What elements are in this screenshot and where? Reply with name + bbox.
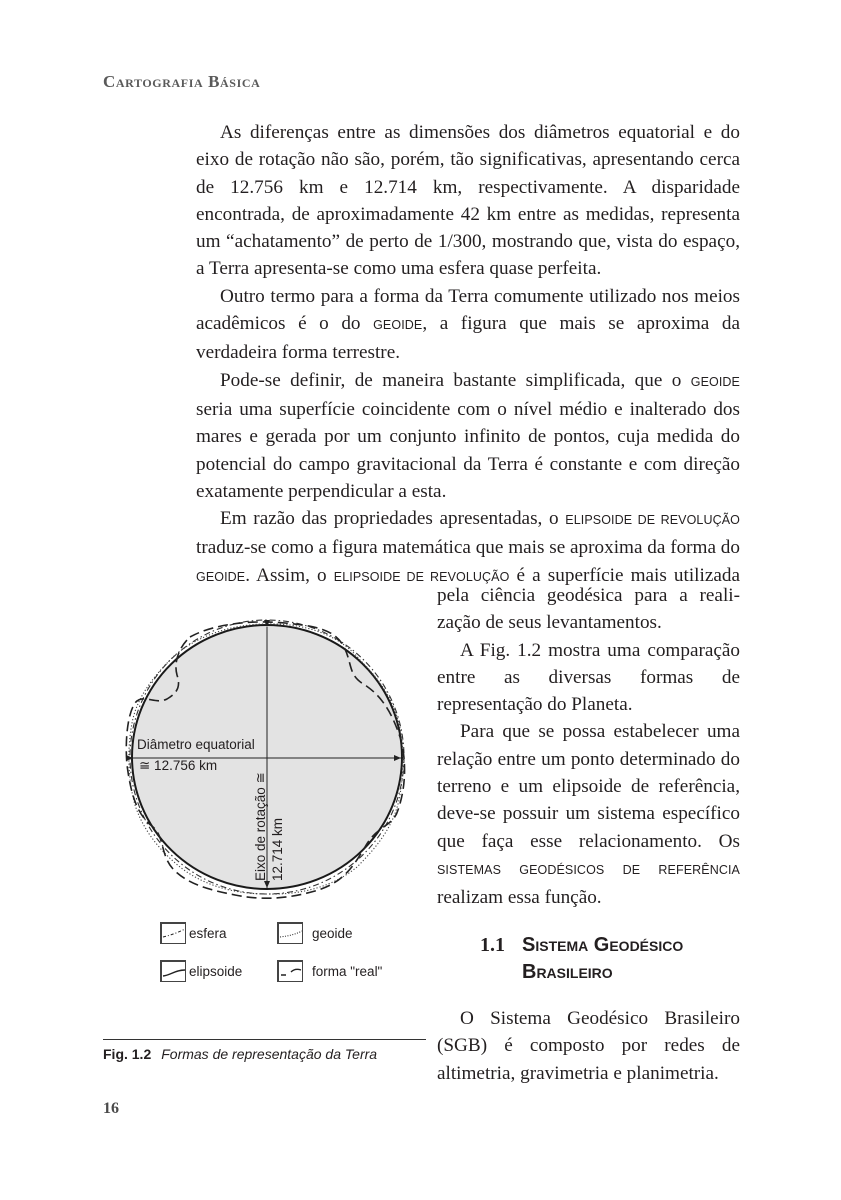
dash-dot-line-icon bbox=[160, 922, 186, 944]
text-run: . Assim, o bbox=[245, 564, 334, 586]
caption-label: Fig. 1.2 bbox=[103, 1046, 152, 1062]
legend-label: geoide bbox=[312, 925, 353, 941]
rotation-axis-value: 12.714 km bbox=[270, 817, 285, 881]
equatorial-label: Diâmetro equatorial bbox=[137, 737, 255, 752]
legend-item-forma-real bbox=[277, 960, 382, 982]
text-run: , a figura que mais se aproxima da verdadeira forma terrestre. bbox=[196, 313, 741, 364]
legend-item-geoide bbox=[277, 922, 353, 944]
dotted-line-icon bbox=[277, 922, 303, 944]
main-text-block bbox=[196, 119, 740, 591]
term-geoide: GEOIDE bbox=[373, 318, 423, 333]
section-text bbox=[437, 1005, 740, 1087]
term-geoide: GEOIDE bbox=[690, 374, 740, 389]
text-run: Outro termo para a forma da Terra comumente utilizado nos meios acadêmicos é o do bbox=[196, 285, 740, 335]
legend-item-elipsoide bbox=[160, 960, 242, 982]
running-head: Cartografia Básica bbox=[103, 72, 261, 91]
text-run: realizam essa função. bbox=[437, 887, 602, 909]
equatorial-value: ≅ 12.756 km bbox=[139, 758, 218, 773]
term-elipsoide: ELIPSOIDE DE REVOLUÇÃO bbox=[333, 569, 510, 584]
paragraph-continuation: pela ciência geodésica para a realização de seus levantamentos. bbox=[437, 585, 740, 634]
text-run: seria uma superfície coincidente com o nível médio e inalterado dos mares e gerada por um conjunto infinito de pontos, cuja medida do potencial do campo gravitacional da Terra é constante e com direção exatamente perpendicular a esta. bbox=[196, 398, 740, 502]
legend-item-esfera bbox=[160, 922, 227, 944]
section-heading bbox=[480, 932, 760, 986]
term-geoide: GEOIDE bbox=[196, 569, 246, 584]
text-run: Em razão das propriedades apresentadas, o bbox=[220, 508, 566, 530]
section-title-line2: Brasileiro bbox=[522, 961, 613, 983]
page-number: 16 bbox=[103, 1100, 119, 1117]
legend-label: esfera bbox=[189, 925, 227, 941]
caption-rule bbox=[103, 1039, 426, 1040]
text-run: traduz-se como a figura matemática que mais se aproxima da forma do bbox=[196, 537, 740, 559]
earth-shapes-diagram bbox=[115, 615, 415, 900]
legend-label: elipsoide bbox=[189, 963, 243, 979]
figure-legend bbox=[160, 922, 420, 992]
section-number: 1.1 bbox=[480, 934, 505, 956]
caption-text: Formas de representação da Terra bbox=[161, 1046, 378, 1062]
right-column-text bbox=[437, 582, 740, 912]
paragraph-sgb: O Sistema Geodésico Brasileiro (SGB) é composto por redes de altimetria, gravimetria e planimetria. bbox=[437, 1008, 740, 1084]
paragraph-diameters: As diferenças entre as dimensões dos diâmetros equatorial e do eixo de rotação não são, porém, tão significativas, apresentando cerca de 12.756 km e 12.714 km, respectivamente. A disparidade encontrada, de aproximadamente 42 km entre as medidas, representa um “achatamento” de perto de 1/300, mostrando que, vista do espaço, a Terra apresenta-se como uma esfera quase perfeita. bbox=[196, 122, 740, 280]
section-title-line1: Sistema Geodésico bbox=[522, 934, 684, 956]
rotation-axis-label: Eixo de rotação ≅ bbox=[253, 772, 268, 881]
paragraph-fig-reference: A Fig. 1.2 mostra uma comparação entre as diversas formas de representação do Planeta. bbox=[437, 639, 740, 716]
term-sistemas-geodesicos: SISTEMAS GEODÉSICOS DE REFERÊNCIA bbox=[437, 862, 740, 877]
text-run: é a superfície mais utilizada bbox=[509, 564, 740, 586]
long-dash-line-icon bbox=[277, 960, 303, 982]
paragraph-elipsoide bbox=[196, 505, 740, 591]
figure-caption bbox=[103, 1046, 377, 1062]
paragraph-geoide-term bbox=[196, 283, 740, 367]
text-run: Pode-se definir, de maneira bastante simplificada, que o bbox=[220, 369, 691, 391]
paragraph-sistemas bbox=[437, 718, 740, 911]
legend-label: forma "real" bbox=[312, 963, 383, 979]
term-elipsoide: ELIPSOIDE DE REVOLUÇÃO bbox=[565, 513, 741, 528]
solid-line-icon bbox=[160, 960, 186, 982]
earth-shapes-figure bbox=[115, 615, 415, 900]
paragraph-geoide-definition bbox=[196, 367, 740, 505]
text-run: Para que se possa estabelecer uma relação entre um ponto determinado do terreno e um elipsoide de referência, deve-se possuir um sistema específico que faça esse relacionamento. Os bbox=[437, 721, 740, 852]
